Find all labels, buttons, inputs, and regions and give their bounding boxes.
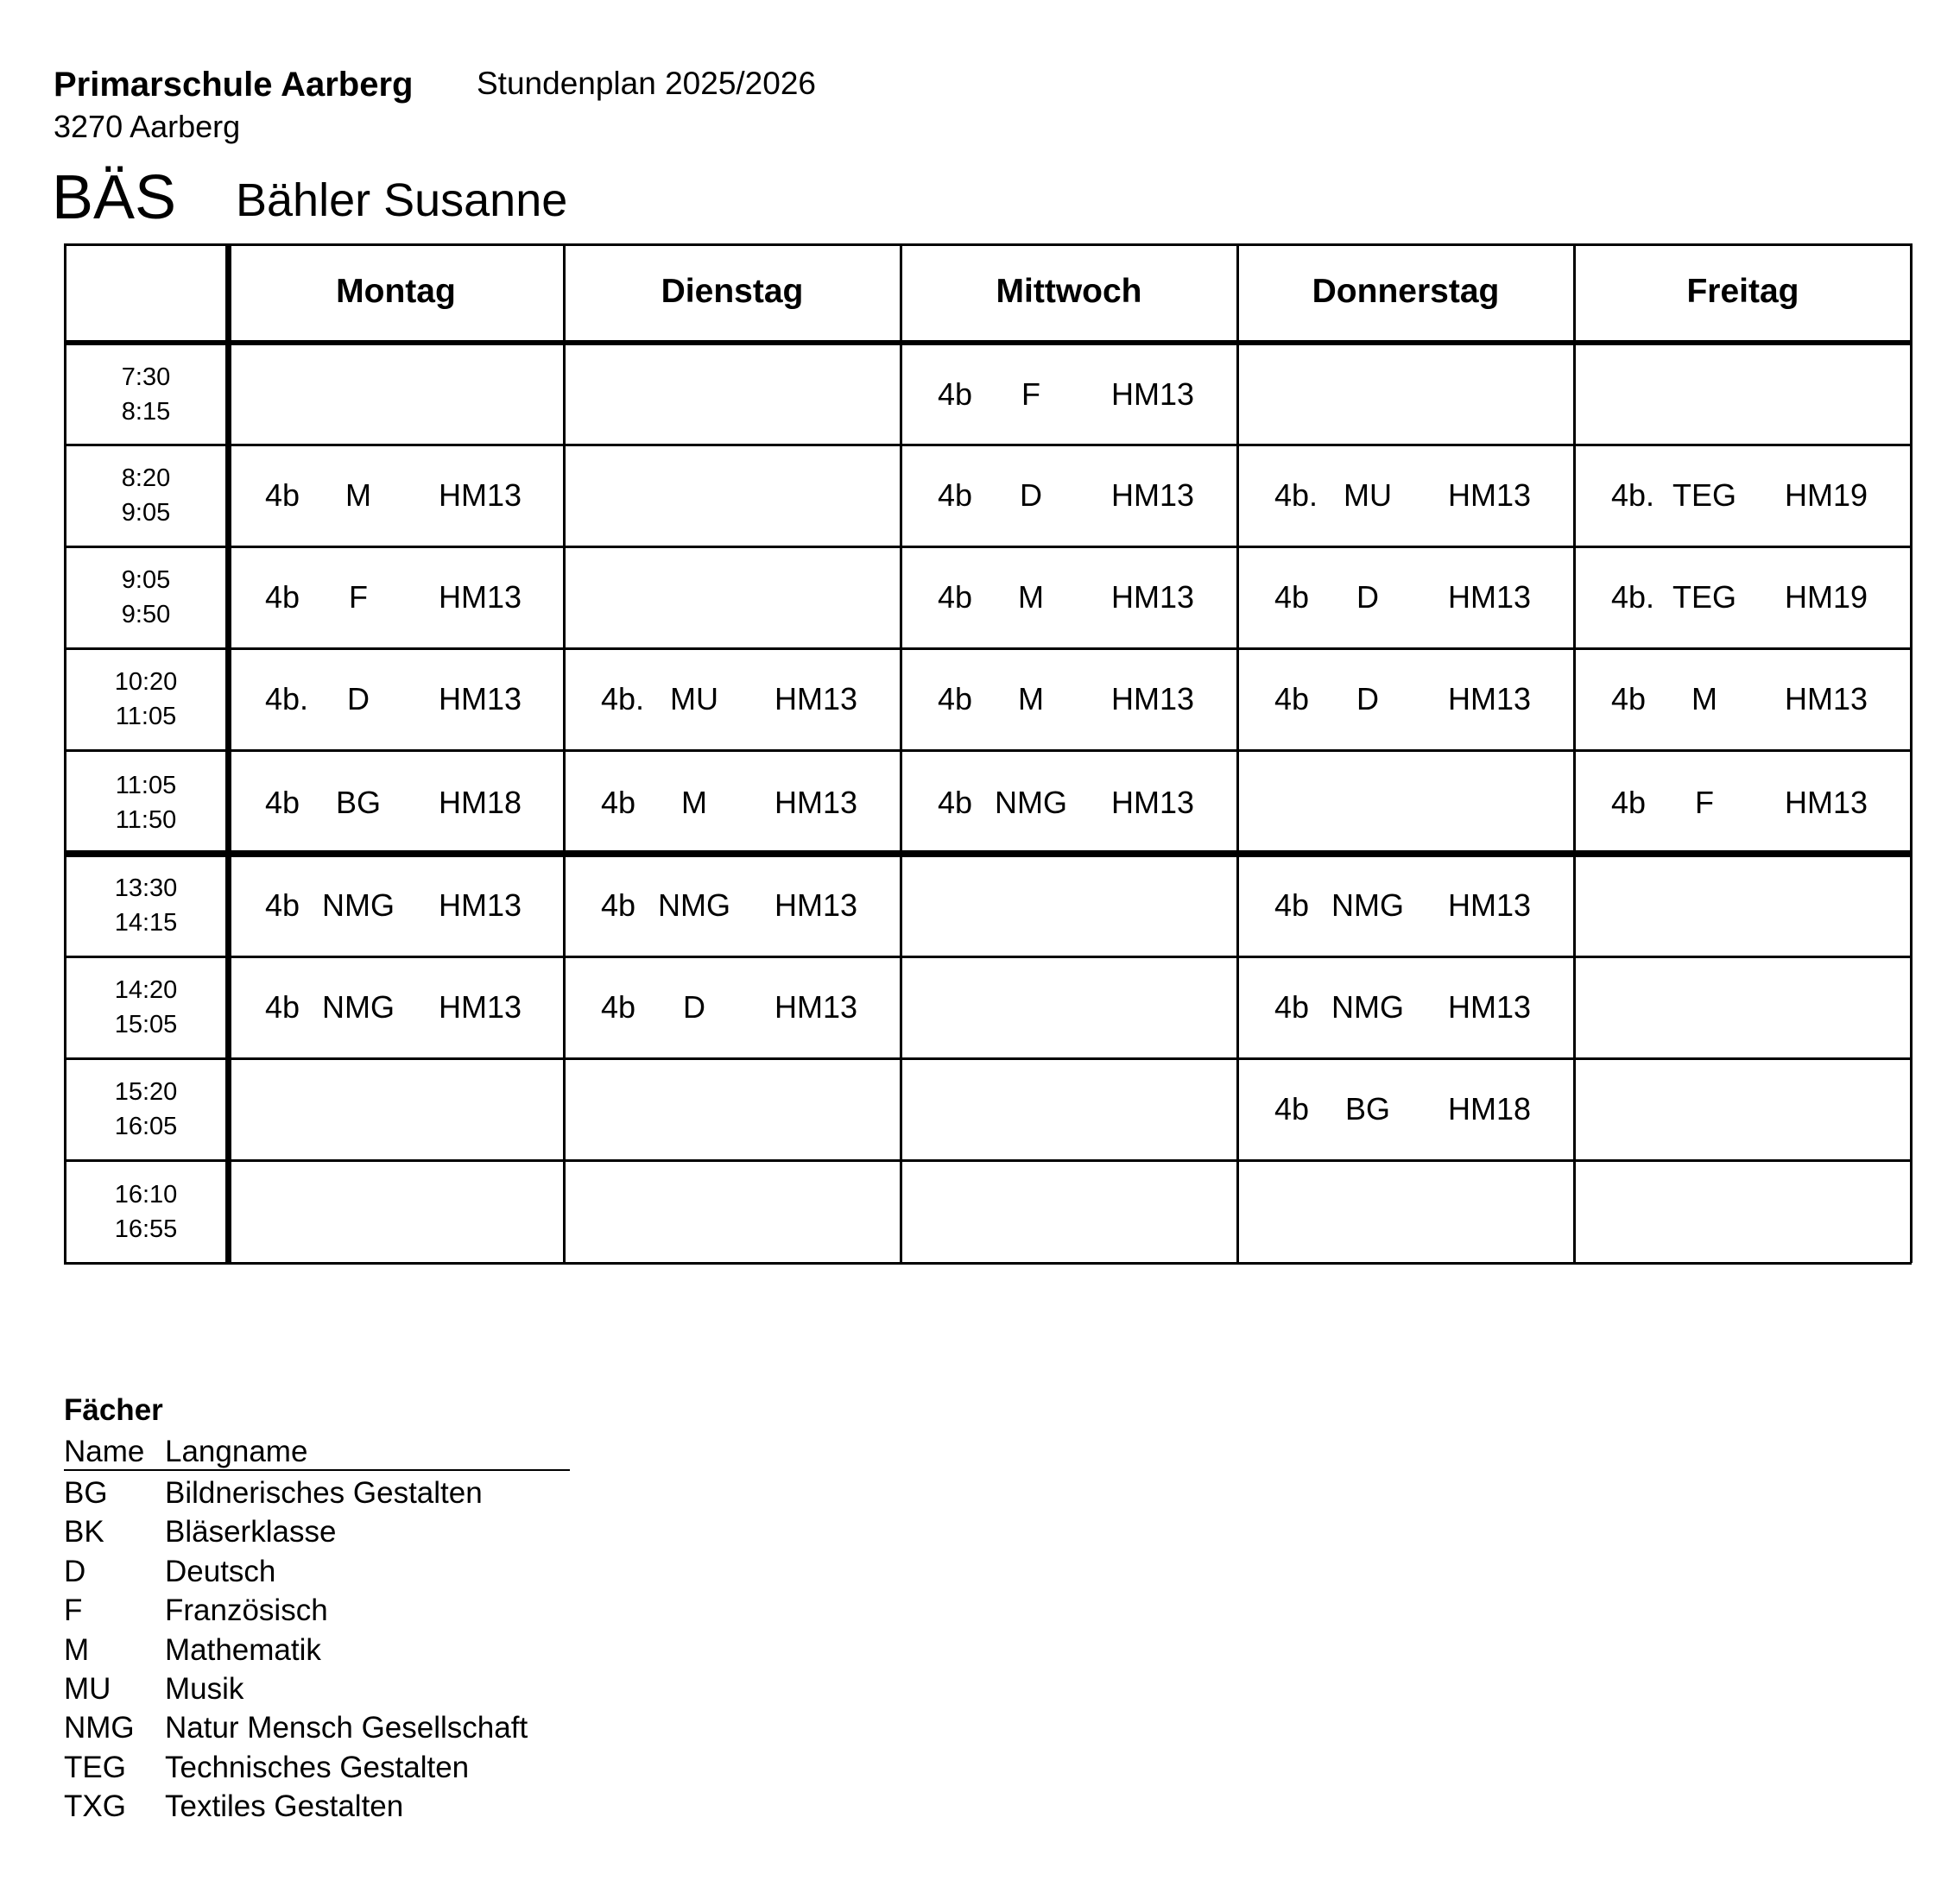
legend-item-longname: Technisches Gestalten xyxy=(165,1750,470,1784)
period-time xyxy=(66,665,226,734)
legend-title: Fächer xyxy=(64,1393,163,1427)
legend-item-longname: Textiles Gestalten xyxy=(165,1789,404,1824)
lesson-subject: TEG xyxy=(1672,579,1736,615)
day-column-divider xyxy=(900,243,902,1263)
lesson-subject: NMG xyxy=(995,784,1067,820)
lesson-room: HM19 xyxy=(1785,579,1868,615)
row-divider xyxy=(64,546,1912,548)
lesson-subject: NMG xyxy=(658,887,730,923)
lesson-class: 4b xyxy=(1274,579,1310,615)
legend-header-longname: Langname xyxy=(165,1435,308,1468)
lesson-class: 4b xyxy=(1611,784,1647,820)
lesson-room: HM13 xyxy=(775,887,858,923)
legend-item-abbr: F xyxy=(64,1594,83,1628)
period-end: 16:55 xyxy=(114,1215,178,1243)
legend-item-abbr: M xyxy=(64,1632,90,1667)
lesson-subject: D xyxy=(683,989,705,1025)
school-address: 3270 Aarberg xyxy=(54,109,241,144)
lesson-room: HM13 xyxy=(439,681,522,716)
lesson-subject: D xyxy=(1020,477,1042,513)
period-end: 16:05 xyxy=(114,1113,178,1140)
lesson-subject: F xyxy=(349,579,368,615)
row-divider xyxy=(64,1057,1912,1060)
period-start: 8:20 xyxy=(121,464,171,492)
grid-border-right xyxy=(1910,243,1913,1263)
row-divider xyxy=(64,444,1912,446)
lesson-room: HM13 xyxy=(1111,681,1195,716)
lesson-room: HM13 xyxy=(1111,579,1195,615)
period-start: 11:05 xyxy=(115,771,177,799)
period-start: 9:05 xyxy=(121,566,171,594)
lesson-subject: M xyxy=(1691,681,1717,716)
legend-item-longname: Mathematik xyxy=(165,1632,321,1667)
lesson-room: HM13 xyxy=(1448,681,1532,716)
lesson-class: 4b xyxy=(938,681,973,716)
lesson-room: HM13 xyxy=(775,681,858,716)
period-time xyxy=(66,768,226,837)
lesson-room: HM13 xyxy=(1111,477,1195,513)
lesson-room: HM13 xyxy=(775,989,858,1025)
lesson-room: HM13 xyxy=(439,477,522,513)
lesson-class: 4b. xyxy=(265,681,309,716)
lesson-room: HM13 xyxy=(1448,887,1532,923)
period-end: 9:05 xyxy=(121,499,171,527)
lesson-class: 4b xyxy=(265,784,300,820)
lesson-class: 4b. xyxy=(1611,477,1655,513)
period-end: 11:05 xyxy=(115,703,177,730)
period-start: 10:20 xyxy=(114,668,178,696)
period-time xyxy=(66,1177,226,1246)
lesson-room: HM13 xyxy=(439,887,522,923)
lesson-room: HM13 xyxy=(1448,477,1532,513)
legend-item-abbr: D xyxy=(64,1554,86,1588)
lesson-subject: MU xyxy=(1344,477,1392,513)
lesson-subject: F xyxy=(1695,784,1714,820)
lesson-room: HM13 xyxy=(1448,989,1532,1025)
legend-item-abbr: TXG xyxy=(64,1789,126,1824)
day-header: Montag xyxy=(336,273,456,310)
legend-item-abbr: NMG xyxy=(64,1711,135,1745)
lesson-subject: M xyxy=(681,784,707,820)
day-column-divider xyxy=(563,243,566,1263)
legend-header-name: Name xyxy=(64,1435,145,1468)
period-time xyxy=(66,360,226,429)
school-name: Primarschule Aarberg xyxy=(54,66,414,104)
lesson-class: 4b xyxy=(938,579,973,615)
lesson-subject: F xyxy=(1021,376,1040,412)
period-time xyxy=(66,973,226,1042)
period-start: 13:30 xyxy=(114,874,178,902)
lesson-room: HM13 xyxy=(439,989,522,1025)
day-column-divider xyxy=(1236,243,1239,1263)
row-divider xyxy=(64,647,1912,650)
lesson-class: 4b xyxy=(265,477,300,513)
day-header: Mittwoch xyxy=(996,273,1142,310)
lesson-subject: D xyxy=(1356,579,1379,615)
period-time xyxy=(66,1075,226,1144)
lesson-room: HM18 xyxy=(439,784,522,820)
period-start: 16:10 xyxy=(114,1180,178,1209)
teacher-name: Bähler Susanne xyxy=(236,174,568,226)
lesson-room: HM13 xyxy=(775,784,858,820)
legend-item-abbr: MU xyxy=(64,1672,111,1706)
day-header: Donnerstag xyxy=(1312,273,1500,310)
lesson-class: 4b xyxy=(601,784,636,820)
legend-item-longname: Bildnerisches Gestalten xyxy=(165,1476,483,1510)
lesson-class: 4b. xyxy=(601,681,645,716)
lesson-room: HM18 xyxy=(1448,1091,1532,1127)
grid-border-bottom xyxy=(64,1262,1912,1265)
lesson-subject: NMG xyxy=(1331,989,1404,1025)
lesson-class: 4b xyxy=(1274,989,1310,1025)
day-column-divider xyxy=(1573,243,1576,1263)
legend-item-longname: Deutsch xyxy=(165,1554,276,1588)
legend-item-abbr: BK xyxy=(64,1515,104,1549)
lesson-subject: M xyxy=(1018,579,1044,615)
lesson-class: 4b xyxy=(938,376,973,412)
lesson-class: 4b. xyxy=(1611,579,1655,615)
lesson-subject: BG xyxy=(1344,1091,1390,1127)
lesson-class: 4b xyxy=(1274,887,1310,923)
period-end: 9:50 xyxy=(121,601,171,628)
period-start: 7:30 xyxy=(121,363,171,391)
period-start: 14:20 xyxy=(114,976,178,1004)
lesson-room: HM13 xyxy=(439,579,522,615)
lesson-room: HM19 xyxy=(1785,477,1868,513)
legend-item-longname: Bläserklasse xyxy=(165,1515,337,1549)
teacher-code: BÄS xyxy=(52,163,177,232)
lesson-room: HM13 xyxy=(1111,784,1195,820)
lesson-subject: TEG xyxy=(1672,477,1736,513)
lesson-room: HM13 xyxy=(1785,784,1868,820)
lesson-class: 4b. xyxy=(1274,477,1318,513)
period-end: 8:15 xyxy=(121,397,171,426)
legend-item-abbr: BG xyxy=(64,1476,108,1510)
lesson-subject: M xyxy=(345,477,371,513)
lesson-class: 4b xyxy=(938,477,973,513)
legend-item-longname: Natur Mensch Gesellschaft xyxy=(165,1711,528,1745)
lesson-subject: D xyxy=(1356,681,1379,716)
lesson-class: 4b xyxy=(1611,681,1647,716)
lesson-subject: NMG xyxy=(1331,887,1404,923)
lesson-class: 4b xyxy=(1274,681,1310,716)
lunch-break-divider xyxy=(64,850,1912,857)
period-end: 15:05 xyxy=(114,1011,178,1038)
lesson-subject: BG xyxy=(335,784,381,820)
legend-item-longname: Musik xyxy=(165,1672,244,1706)
period-end: 14:15 xyxy=(114,909,178,937)
time-column-divider xyxy=(225,243,231,1263)
period-time xyxy=(66,871,226,940)
day-header: Freitag xyxy=(1686,273,1799,310)
legend-item-longname: Französisch xyxy=(165,1594,328,1628)
lesson-class: 4b xyxy=(265,989,300,1025)
header-divider xyxy=(64,340,1912,345)
lesson-class: 4b xyxy=(601,989,636,1025)
lesson-class: 4b xyxy=(265,887,300,923)
plan-title: Stundenplan 2025/2026 xyxy=(477,66,816,101)
period-start: 15:20 xyxy=(114,1078,178,1106)
row-divider xyxy=(64,956,1912,958)
legend-item-abbr: TEG xyxy=(64,1750,126,1784)
lesson-class: 4b xyxy=(938,784,973,820)
lesson-room: HM13 xyxy=(1448,579,1532,615)
row-divider xyxy=(64,1159,1912,1162)
legend-divider xyxy=(64,1469,570,1471)
lesson-class: 4b xyxy=(1274,1091,1310,1127)
lesson-subject: MU xyxy=(670,681,718,716)
lesson-class: 4b xyxy=(265,579,300,615)
lesson-class: 4b xyxy=(601,887,636,923)
lesson-subject: M xyxy=(1018,681,1044,716)
lesson-room: HM13 xyxy=(1111,376,1195,412)
day-header: Dienstag xyxy=(661,273,804,310)
lesson-subject: NMG xyxy=(322,887,395,923)
period-time xyxy=(66,461,226,530)
row-divider xyxy=(64,749,1912,752)
period-end: 11:50 xyxy=(115,805,177,834)
lesson-subject: D xyxy=(347,681,370,716)
period-time xyxy=(66,563,226,632)
lesson-room: HM13 xyxy=(1785,681,1868,716)
lesson-subject: NMG xyxy=(322,989,395,1025)
